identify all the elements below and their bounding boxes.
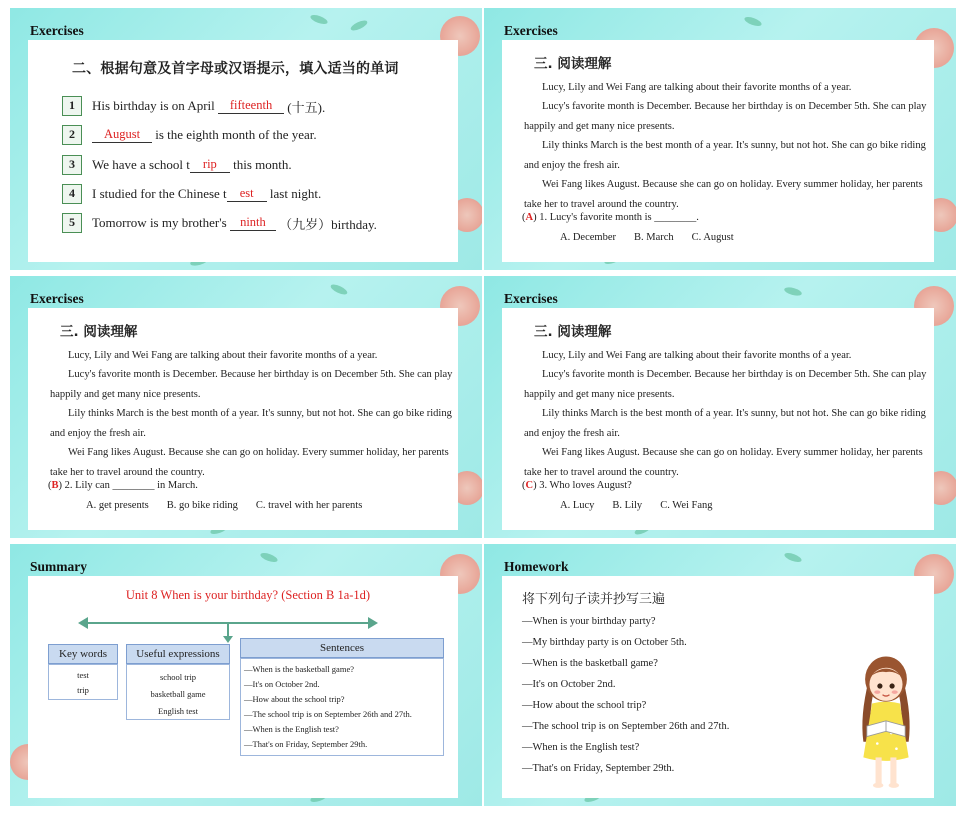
reading-paragraph: Wei Fang likes August. Because she can go on holiday. Every summer holiday, her parents take her to travel around the country.: [524, 447, 923, 478]
question-text-after: (十五).: [284, 99, 326, 115]
reading-paragraph: Wei Fang likes August. Because she can go on holiday. Every summer holiday, her parents take her to travel around the country.: [524, 179, 923, 210]
question-text-before: I studied for the Chinese t: [92, 186, 227, 201]
fill-blank-question: [62, 213, 377, 233]
question-number: 5: [62, 213, 82, 233]
slide-card: [502, 40, 934, 262]
reading-heading: 三. 阅读理解: [534, 56, 612, 72]
question-text-after: （九岁）birthday.: [275, 216, 377, 232]
slide-title: Exercises: [30, 291, 84, 306]
question-number: 3: [62, 155, 82, 175]
answer-blank[interactable]: fifteenth: [218, 98, 284, 114]
question-options: A. get presents B. go bike riding C. travel with her parents: [86, 500, 363, 511]
sentences-header: Sentences: [240, 638, 444, 658]
homework-sentence: —The school trip is on September 26th and 27th.: [522, 721, 730, 732]
slide-card: [28, 40, 458, 262]
slide-title: Homework: [504, 559, 569, 574]
slide-exercises-fill-blanks: [10, 8, 482, 270]
reading-paragraph: Lucy's favorite month is December. Because her birthday is on December 5th. She can play happily and get many nice presents.: [50, 369, 453, 400]
question-number: 4: [62, 184, 82, 204]
answer-mark: C: [525, 480, 534, 491]
sentences-list: —When is the basketball game? —It's on October 2nd. —How about the school trip? —The school trip is on September 26th and 27th. —When is the English test? —That's on Friday, September 29th.: [240, 658, 444, 756]
fill-blank-question: [62, 155, 292, 175]
answer-mark: A: [525, 212, 534, 223]
homework-sentence: —That's on Friday, September 29th.: [522, 763, 675, 774]
slide-homework: [484, 544, 956, 806]
question-text-after: last night.: [266, 186, 322, 201]
reading-paragraph: Lucy's favorite month is December. Because her birthday is on December 5th. She can play happily and get many nice presents.: [524, 101, 927, 132]
question-text-before: His birthday is on April: [92, 98, 219, 113]
reading-paragraph: Lucy's favorite month is December. Because her birthday is on December 5th. She can play happily and get many nice presents.: [524, 369, 927, 400]
reading-paragraph: Lily thinks March is the best month of a year. It's sunny, but not hot. She can go bike riding and enjoy the fresh air.: [50, 408, 452, 439]
reading-paragraph: Lily thinks March is the best month of a year. It's sunny, but not hot. She can go bike riding and enjoy the fresh air.: [524, 140, 926, 171]
slide-card: [502, 308, 934, 530]
question-text-after: is the eighth month of the year.: [152, 127, 317, 142]
question-text-after: this month.: [229, 157, 292, 172]
question-2: (B) 2. Lily can ________ in March.: [48, 480, 198, 491]
slide-reading-q3: [484, 276, 956, 538]
useful-expressions-list: school trip basketball game English test: [126, 664, 230, 720]
girl-reading-illustration: [842, 646, 930, 794]
exercise-heading: 二、根据句意及首字母或汉语提示，填入适当的单词: [72, 61, 399, 77]
homework-heading: 将下列句子读并抄写三遍: [522, 592, 666, 607]
slide-reading-q2: [10, 276, 482, 538]
fill-blank-question: [62, 125, 317, 145]
answer-blank[interactable]: ninth: [230, 215, 276, 231]
answer-blank[interactable]: August: [92, 127, 152, 143]
reading-paragraph: Lucy, Lily and Wei Fang are talking about their favorite months of a year.: [542, 350, 852, 361]
question-text-before: We have a school t: [92, 157, 190, 172]
slide-summary: [10, 544, 482, 806]
homework-sentence: —It's on October 2nd.: [522, 679, 616, 690]
slide-card: [28, 308, 458, 530]
homework-sentence: —How about the school trip?: [522, 700, 647, 711]
answer-mark: B: [51, 480, 59, 491]
question-number: 1: [62, 96, 82, 116]
key-words-list: test trip: [48, 664, 118, 700]
question-1: (A) 1. Lucy's favorite month is ________.: [522, 212, 699, 223]
reading-paragraph: Wei Fang likes August. Because she can go on holiday. Every summer holiday, her parents take her to travel around the country.: [50, 447, 449, 478]
reading-paragraph: Lucy, Lily and Wei Fang are talking about their favorite months of a year.: [542, 82, 852, 93]
question-options: A. Lucy B. Lily C. Wei Fang: [560, 500, 713, 511]
answer-blank[interactable]: est: [227, 186, 267, 202]
slide-card: [28, 576, 458, 798]
slide-title: Summary: [30, 559, 87, 574]
fill-blank-question: [62, 184, 321, 204]
useful-expressions-header: Useful expressions: [126, 644, 230, 664]
reading-paragraph: Lily thinks March is the best month of a year. It's sunny, but not hot. She can go bike riding and enjoy the fresh air.: [524, 408, 926, 439]
question-options: A. December B. March C. August: [560, 232, 734, 243]
question-3: (C) 3. Who loves August?: [522, 480, 632, 491]
question-text-before: Tomorrow is my brother's: [92, 215, 230, 230]
reading-heading: 三. 阅读理解: [60, 324, 138, 340]
homework-sentence: —When is the basketball game?: [522, 658, 658, 669]
fill-blank-question: [62, 96, 325, 116]
slide-reading-q1: [484, 8, 956, 270]
slide-title: Exercises: [504, 23, 558, 38]
reading-heading: 三. 阅读理解: [534, 324, 612, 340]
unit-title: Unit 8 When is your birthday? (Section B 1a-1d): [125, 588, 371, 602]
slide-card: [502, 576, 934, 798]
answer-blank[interactable]: rip: [190, 157, 230, 173]
key-words-header: Key words: [48, 644, 118, 664]
slide-title: Exercises: [30, 23, 84, 38]
homework-sentence: —When is your birthday party?: [522, 616, 656, 627]
homework-sentence: —My birthday party is on October 5th.: [522, 637, 687, 648]
reading-paragraph: Lucy, Lily and Wei Fang are talking about their favorite months of a year.: [68, 350, 378, 361]
question-number: 2: [62, 125, 82, 145]
homework-sentence: —When is the English test?: [522, 742, 640, 753]
slide-title: Exercises: [504, 291, 558, 306]
